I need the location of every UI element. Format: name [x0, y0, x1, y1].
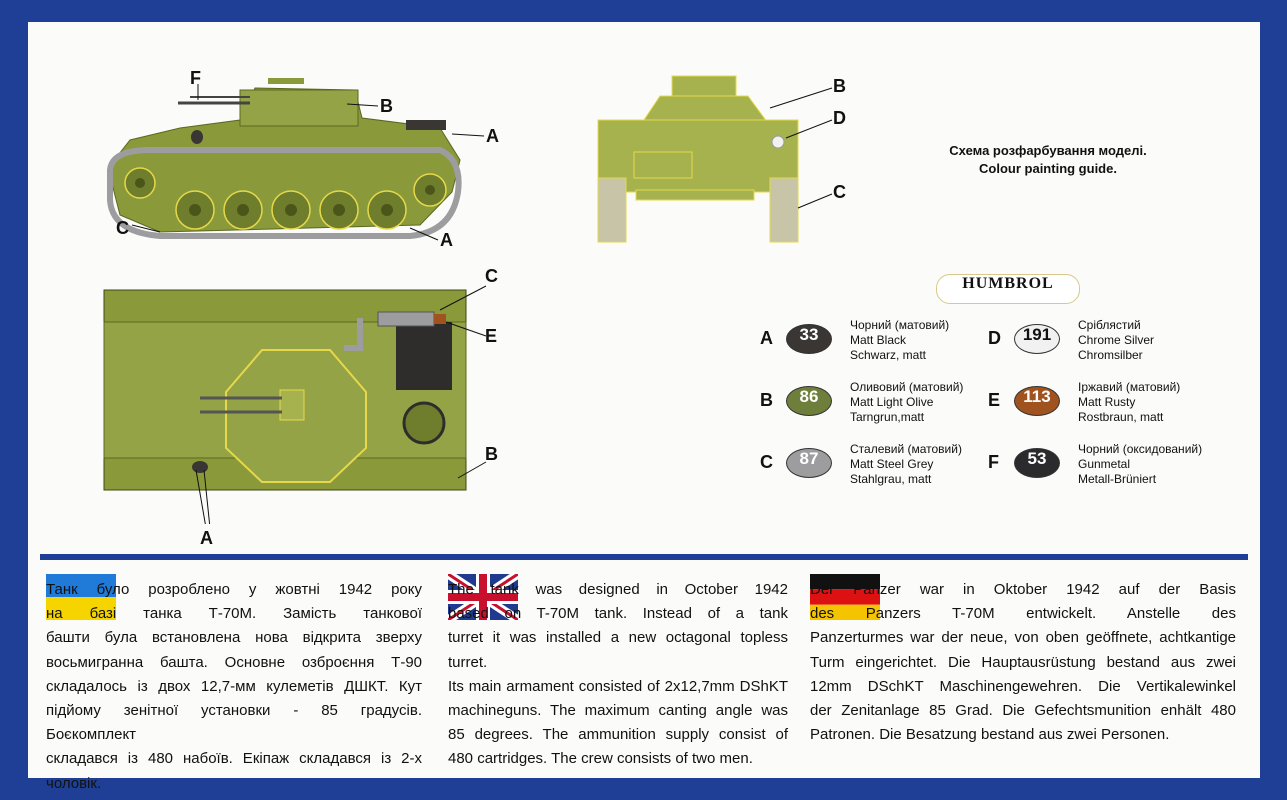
paint-name: Сталевий (матовий) — [850, 442, 962, 456]
paint-name: Сріблястий — [1078, 318, 1141, 332]
callout-f: F — [190, 68, 201, 88]
paint-entry — [988, 442, 1218, 490]
paint-letter: A — [760, 328, 773, 348]
paint-names — [1078, 380, 1180, 425]
guide-title-uk: Схема розфарбування моделі. — [949, 143, 1147, 158]
callout-b: B — [833, 76, 846, 96]
text-line: Der Panzer war in Oktober 1942 auf der Basis — [810, 581, 1236, 598]
description-ukrainian — [46, 578, 422, 796]
callout-e: E — [485, 326, 498, 346]
text-line: based on T-70M tank. Instead of a tank — [448, 605, 788, 623]
text-line: 85 degrees. The ammunition supply consist of — [448, 726, 788, 744]
paint-name: Gunmetal — [1078, 457, 1131, 471]
paint-names — [850, 442, 962, 487]
text-line: Panzerturmes war der neue, von oben geöffnete, achtkantige — [810, 629, 1236, 647]
paint-letter: B — [760, 390, 773, 410]
paint-name: Оливовий (матовий) — [850, 380, 964, 394]
paint-letter: C — [760, 452, 773, 472]
callout-b: B — [380, 96, 393, 116]
paint-swatch: 113 — [1014, 386, 1060, 416]
callout-a: A — [486, 126, 499, 146]
text-line: 12mm DSchKT Maschinengewehren. Die Vertikalewinkel — [810, 677, 1236, 695]
paint-name: Чорний (оксидований) — [1078, 442, 1203, 456]
paint-name: Tarngrun,matt — [850, 410, 925, 424]
paint-swatch: 53 — [1014, 448, 1060, 478]
callout-b: B — [485, 444, 498, 464]
text-line: Patronen. Die Besatzung bestand aus zwei Personen. — [810, 726, 1170, 744]
text-line: Its main armament consisted of 2x12,7mm DShKT — [448, 677, 788, 695]
paint-entry — [760, 380, 990, 428]
paint-letter: E — [988, 390, 1001, 410]
paint-name: Chromsilber — [1078, 348, 1143, 362]
text-line: machineguns. The maximum canting angle was — [448, 702, 788, 720]
text-line: башти була встановлена нова відкрита зверху — [46, 629, 422, 647]
instruction-sheet — [28, 22, 1260, 792]
paint-name: Іржавий (матовий) — [1078, 380, 1181, 394]
text-line: Turm eingerichtet. Die Hauptausrüstung bestand aus zwei — [810, 653, 1236, 671]
divider — [40, 554, 1248, 560]
text-line: підйому зенітної установки - 85 градусів. Боєкомплект — [46, 702, 422, 744]
paint-names — [1078, 442, 1202, 487]
text-line: восьмигранна башта. Основне озброєння Т-90 — [46, 653, 422, 671]
text-line: des Panzers T-70M entwickelt. Anstelle des — [810, 605, 1236, 623]
text-line: der Zenitanlage 85 Grad. Die Gefechtsmunition enhält 480 — [810, 702, 1236, 720]
description-german — [810, 578, 1236, 747]
side-view-illustration — [28, 22, 508, 262]
paint-entry — [760, 318, 990, 366]
paint-name: Chrome Silver — [1078, 333, 1155, 347]
callout-a: A — [200, 528, 213, 548]
paint-name: Stahlgrau, matt — [850, 472, 932, 486]
paint-name: Matt Rusty — [1078, 395, 1136, 409]
paint-name: Matt Steel Grey — [850, 457, 934, 471]
paint-names — [1078, 318, 1154, 363]
text-line: 480 cartridges. The crew consists of two men. — [448, 750, 753, 768]
paint-name: Чорний (матовий) — [850, 318, 950, 332]
callout-c: C — [485, 266, 498, 286]
text-line: Танк було розроблено у жовтні 1942 року — [46, 581, 422, 598]
callout-c: C — [116, 218, 129, 238]
text-line: turret it was installed a new octagonal topless turret. — [448, 629, 788, 671]
text-line: на базі танка Т-70М. Замість танкової — [46, 605, 422, 623]
text-line: складалось із двох 12,7-мм кулеметів ДШКТ. Кут — [46, 677, 422, 695]
paint-name: Metall-Brüniert — [1078, 472, 1157, 486]
top-view-illustration — [28, 284, 508, 524]
humbrol-logo: HUMBROL — [936, 274, 1080, 304]
paint-entry — [760, 442, 990, 490]
colour-guide-title — [898, 142, 1198, 178]
callout-c: C — [833, 182, 846, 202]
paint-swatch: 33 — [786, 324, 832, 354]
paint-name: Matt Black — [850, 333, 907, 347]
paint-entry — [988, 380, 1218, 428]
guide-title-en: Colour painting guide. — [979, 161, 1117, 176]
paint-letter: D — [988, 328, 1001, 348]
paint-name: Schwarz, matt — [850, 348, 927, 362]
paint-entry — [988, 318, 1218, 366]
paint-swatch: 86 — [786, 386, 832, 416]
text-line: The tank was designed in October 1942 — [448, 581, 788, 598]
paint-swatch: 87 — [786, 448, 832, 478]
paint-name: Matt Light Olive — [850, 395, 934, 409]
callout-a: A — [440, 230, 453, 250]
paint-names — [850, 318, 949, 363]
text-line: складався із 480 набоїв. Екіпаж складався із 2-х чоловік. — [46, 750, 422, 792]
paint-name: Rostbraun, matt — [1078, 410, 1164, 424]
description-english — [448, 578, 788, 772]
paint-names — [850, 380, 963, 425]
callout-d: D — [833, 108, 846, 128]
paint-letter: F — [988, 452, 999, 472]
paint-swatch: 191 — [1014, 324, 1060, 354]
